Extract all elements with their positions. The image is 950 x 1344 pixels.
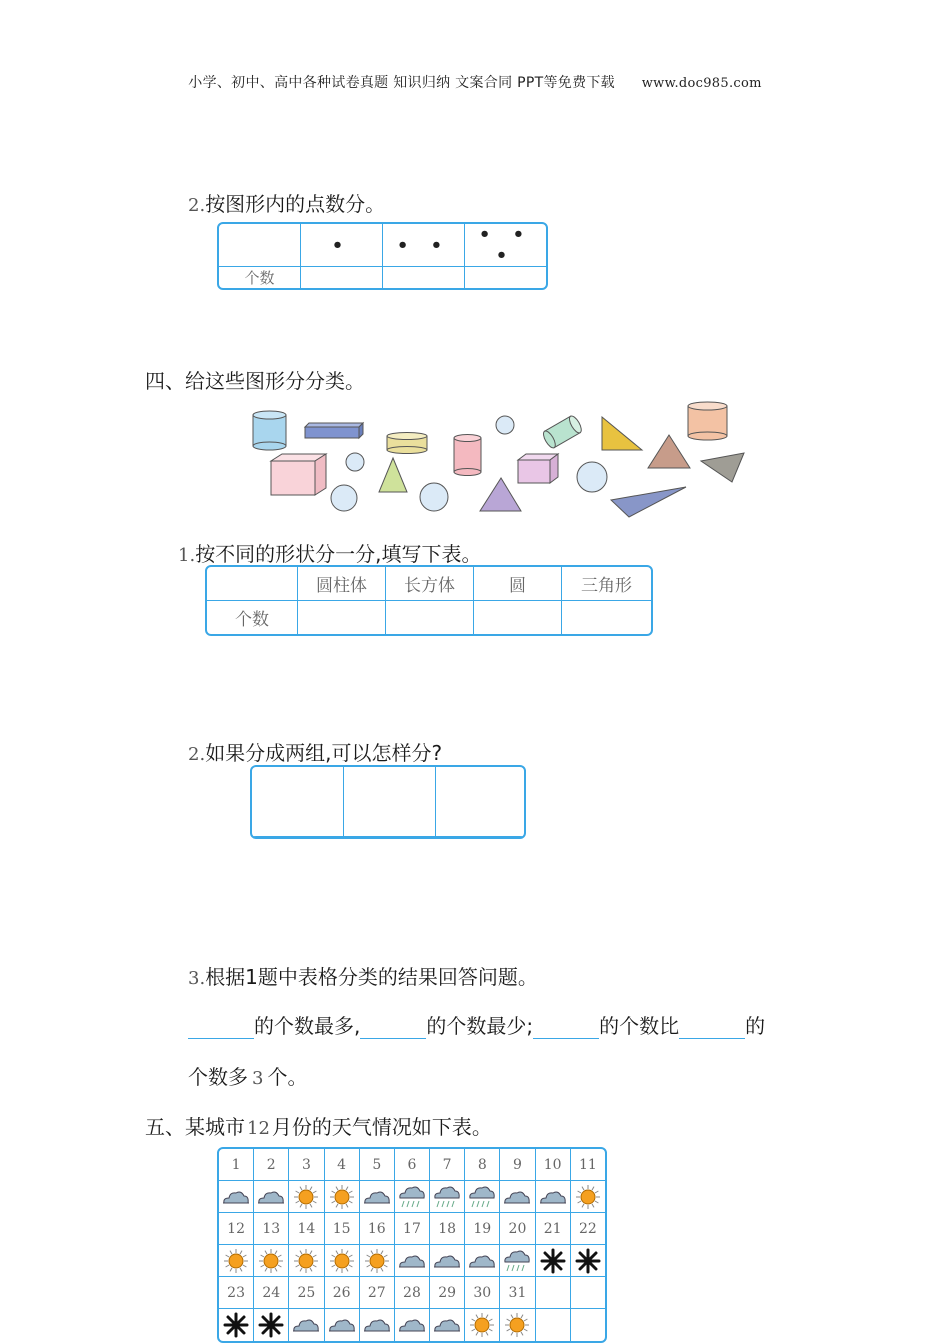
shape-count-table (205, 565, 653, 636)
empty-cell (536, 1309, 571, 1341)
answer-cell[interactable] (298, 601, 386, 634)
rainy-icon (395, 1181, 430, 1213)
cylinder-shape (688, 402, 727, 440)
fill-in-line-one (188, 1010, 765, 1039)
day-number: 31 (500, 1277, 535, 1309)
snowy-icon (219, 1309, 254, 1341)
answer-cell[interactable] (301, 267, 383, 288)
question-number: 2. (188, 744, 206, 765)
sunny-icon (360, 1245, 395, 1277)
title-number: 12 (247, 1118, 270, 1139)
sunny-icon (289, 1245, 324, 1277)
header-text: 小学、初中、高中各种试卷真题 知识归纳 文案合同 PPT等免费下载 (188, 75, 615, 91)
day-number: 28 (395, 1277, 430, 1309)
snowy-icon (536, 1245, 571, 1277)
day-number: 25 (289, 1277, 324, 1309)
day-number: 30 (465, 1277, 500, 1309)
dots-column-two: • • (383, 224, 465, 267)
day-number (571, 1277, 605, 1309)
question-shape-classify (178, 538, 482, 567)
day-number: 14 (289, 1213, 324, 1245)
day-number: 8 (465, 1149, 500, 1181)
answer-cell[interactable] (465, 267, 546, 288)
section-four-title: 四、给这些图形分分类。 (145, 369, 365, 393)
circle-shape (496, 416, 514, 434)
column-cuboid: 长方体 (386, 567, 474, 601)
weather-day-row (219, 1149, 605, 1181)
dots-column-three: • • • (465, 224, 546, 267)
fill-text: 的个数最少; (426, 1014, 534, 1038)
shapes-illustration (245, 398, 755, 523)
day-number: 5 (360, 1149, 395, 1181)
cloudy-icon (430, 1245, 465, 1277)
day-number: 15 (325, 1213, 360, 1245)
triangle-shape (611, 487, 686, 517)
question-number: 2. (188, 195, 206, 216)
cylinder-shape (454, 435, 481, 476)
day-number: 19 (465, 1213, 500, 1245)
cloudy-icon (219, 1181, 254, 1213)
circle-shape (331, 485, 357, 511)
rainy-icon (500, 1245, 535, 1277)
question-text: 按图形内的点数分。 (205, 192, 386, 216)
weather-day-row (219, 1277, 605, 1309)
blank-most[interactable] (188, 1016, 254, 1039)
cloudy-icon (360, 1181, 395, 1213)
snowy-icon (254, 1309, 289, 1341)
day-number: 6 (395, 1149, 430, 1181)
day-number: 12 (219, 1213, 254, 1245)
weather-table (217, 1147, 607, 1343)
day-number: 3 (289, 1149, 324, 1181)
cloudy-icon (289, 1309, 324, 1341)
day-number: 23 (219, 1277, 254, 1309)
question-number: 3. (188, 968, 206, 989)
question-dots-classify (188, 188, 385, 217)
triangle-shape (379, 458, 407, 492)
circle-shape (346, 453, 364, 471)
column-triangle: 三角形 (562, 567, 651, 601)
dots-column-one: • (301, 224, 383, 267)
day-number: 26 (325, 1277, 360, 1309)
day-number: 22 (571, 1213, 605, 1245)
fill-in-line-two (188, 1061, 307, 1090)
day-number: 10 (536, 1149, 571, 1181)
title-text: 五、某城市 (145, 1115, 245, 1139)
day-number: 11 (571, 1149, 605, 1181)
sunny-icon (325, 1245, 360, 1277)
cylinder-shape (541, 414, 583, 449)
answer-cell[interactable] (344, 767, 436, 837)
column-cylinder: 圆柱体 (298, 567, 386, 601)
cylinder-shape (253, 411, 286, 450)
weather-icon-row (219, 1181, 605, 1213)
triangle-shape (648, 435, 690, 468)
answer-cell[interactable] (436, 767, 524, 837)
empty-cell (571, 1309, 605, 1341)
shape-row-label: 个数 (207, 601, 298, 634)
title-text: 月份的天气情况如下表。 (271, 1115, 492, 1139)
fill-number: 3 (252, 1068, 264, 1089)
weather-icon-row (219, 1245, 605, 1277)
sunny-icon (465, 1309, 500, 1341)
fill-text: 的个数比 (599, 1014, 680, 1038)
question-text: 如果分成两组,可以怎样分? (205, 741, 443, 765)
cloudy-icon (536, 1181, 571, 1213)
question-text: 根据1题中表格分类的结果回答问题。 (205, 965, 538, 989)
sunny-icon (219, 1245, 254, 1277)
sunny-icon (500, 1309, 535, 1341)
sunny-icon (571, 1181, 605, 1213)
answer-cell[interactable] (474, 601, 562, 634)
cloudy-icon (465, 1245, 500, 1277)
cloudy-icon (254, 1181, 289, 1213)
day-number: 24 (254, 1277, 289, 1309)
cylinder-shape (387, 433, 427, 454)
question-text: 按不同的形状分一分,填写下表。 (195, 542, 482, 566)
fill-text: 的个数最多, (254, 1014, 361, 1038)
answer-cell[interactable] (562, 601, 651, 634)
two-groups-table (250, 765, 526, 839)
day-number (536, 1277, 571, 1309)
weather-day-row (219, 1213, 605, 1245)
answer-cell[interactable] (252, 767, 344, 837)
rainy-icon (465, 1181, 500, 1213)
sunny-icon (254, 1245, 289, 1277)
day-number: 20 (500, 1213, 535, 1245)
circle-shape (420, 483, 448, 511)
day-number: 13 (254, 1213, 289, 1245)
day-number: 2 (254, 1149, 289, 1181)
blank-least[interactable] (360, 1016, 426, 1039)
sunny-icon (289, 1181, 324, 1213)
weather-icon-row (219, 1309, 605, 1341)
cloudy-icon (430, 1309, 465, 1341)
cloudy-icon (395, 1245, 430, 1277)
cloudy-icon (395, 1309, 430, 1341)
triangle-shape (701, 453, 744, 482)
section-five-title (145, 1111, 492, 1140)
column-circle: 圆 (474, 567, 562, 601)
header-url[interactable]: www.doc985.com (641, 76, 762, 91)
day-number: 17 (395, 1213, 430, 1245)
rainy-icon (430, 1181, 465, 1213)
circle-shape (577, 462, 607, 492)
cloudy-icon (325, 1309, 360, 1341)
dots-row-label: 个数 (219, 267, 301, 288)
answer-cell[interactable] (386, 601, 474, 634)
fill-text: 个数多 (188, 1065, 248, 1089)
answer-cell[interactable] (383, 267, 465, 288)
cuboid-shape (271, 454, 326, 495)
cuboid-shape (305, 423, 363, 438)
snowy-icon (571, 1245, 605, 1277)
fill-text: 个。 (267, 1065, 308, 1089)
cloudy-icon (500, 1181, 535, 1213)
dots-table (217, 222, 548, 290)
dots-table-corner (219, 224, 301, 267)
question-number: 1. (178, 545, 196, 566)
triangle-shape (480, 478, 521, 511)
day-number: 27 (360, 1277, 395, 1309)
blank-compare-b[interactable] (679, 1016, 745, 1039)
fill-text: 的 (745, 1014, 766, 1038)
day-number: 4 (325, 1149, 360, 1181)
question-two-groups (188, 737, 442, 766)
day-number: 1 (219, 1149, 254, 1181)
sunny-icon (325, 1181, 360, 1213)
cuboid-shape (518, 454, 558, 483)
day-number: 21 (536, 1213, 571, 1245)
day-number: 7 (430, 1149, 465, 1181)
day-number: 18 (430, 1213, 465, 1245)
cloudy-icon (360, 1309, 395, 1341)
day-number: 9 (500, 1149, 535, 1181)
blank-compare-a[interactable] (533, 1016, 599, 1039)
shape-table-corner (207, 567, 298, 601)
triangle-shape (602, 417, 642, 450)
question-answer-prompt (188, 961, 538, 990)
page-header (0, 72, 950, 92)
day-number: 16 (360, 1213, 395, 1245)
day-number: 29 (430, 1277, 465, 1309)
